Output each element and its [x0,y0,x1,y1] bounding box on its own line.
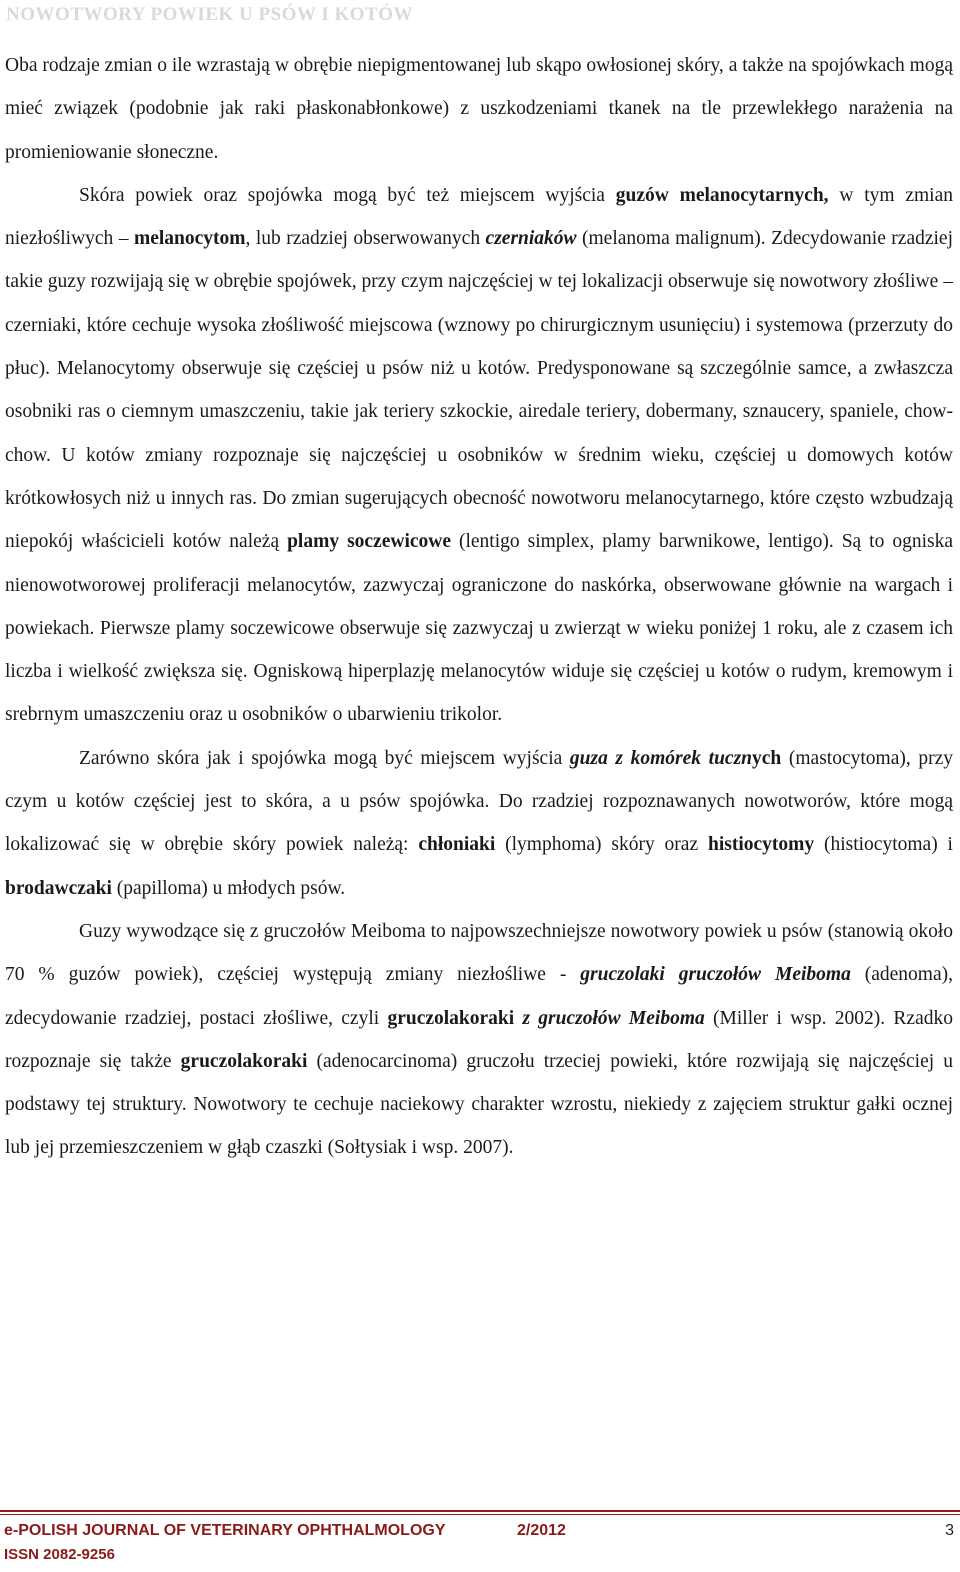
footer-rule-secondary [0,1514,960,1515]
emphasis-text: gruczolakoraki [387,1007,523,1029]
paragraph-text: (mastocytoma), przy czym u kotów częściej jest to skóra, a u psów spojówka. Do rzadziej rozpoznawanych nowotworów, które mogą lokalizować się w obrębie skóry powiek należą: [5,747,953,856]
emphasis-text: histiocytomy [707,834,815,856]
emphasis-text: brodawczaki [5,877,112,899]
paragraph-text: Skóra powiek oraz spojówka mogą być też miejscem wyjścia [79,184,616,206]
paragraph [5,174,953,737]
emphasis-text: z gruczołów Meiboma [522,1007,705,1029]
journal-name: e-POLISH JOURNAL OF VETERINARY OPHTHALMOLOGY [4,1522,446,1539]
paragraph-text: (papilloma) u młodych psów. [111,877,346,899]
paragraph-text: (histiocytoma) i [814,834,953,856]
paragraph-text: (melanoma malignum). Zdecydowanie rzadziej takie guzy rozwijają się w obrębie spojówek, przy czym najczęściej w tej lokalizacji obserwuje się nowotwory złośliwe – czerniaki, które cechuje wysoka złośliwość miejscowa (wznowy po chirurgicznym usunięciu) i systemowa (przerzuty do płuc). Melanocytomy obserwuje się częściej u psów niż u kotów. Predysponowane są szczególnie samce, a zwłaszcza osobniki ras o ciemnym umaszczeniu, takie jak teriery szkockie, airedale teriery, dobermany, sznaucery, spaniele, chow-chow. U kotów zmiany rozpoznaje się najczęściej u osobników w średnim wieku, częściej u domowych kotów krótkowłosych niż u innych ras. Do zmian sugerujących obecność nowotworu melanocytarnego, które często wzbudzają niepokój właścicieli kotów należą [5,228,953,553]
emphasis-text: ych [752,747,782,769]
paragraph-text: (lymphoma) skóry oraz [495,834,708,856]
emphasis-text: chłoniaki [418,834,496,856]
paragraph [5,44,953,174]
emphasis-text: czerniaków [485,228,577,250]
journal-issue: 2/2012 [517,1522,566,1539]
emphasis-text: guza z komórek tuczn [569,747,753,769]
paragraph-text: (Miller i wsp. 2002). Rzadko rozpoznaje się także [5,1007,953,1072]
emphasis-text: gruczolaki gruczołów Meiboma [580,964,851,986]
emphasis-text: gruczolakoraki [180,1050,308,1072]
emphasis-text: melanocytom [133,228,246,250]
paragraph-text: Guzy wywodzące się z gruczołów Meiboma to najpowszechniejsze nowotwory powiek u psów (stanowią około 70 % guzów powiek), częściej występują zmiany niezłośliwe - [5,920,953,986]
paragraph-text: , lub rzadziej obserwowanych [245,228,486,250]
paragraph-text: Zarówno skóra jak i spojówka mogą być miejscem wyjścia [79,747,570,769]
emphasis-text: plamy soczewicowe [287,531,452,553]
journal-issn: ISSN 2082-9256 [4,1546,115,1563]
article-body [5,44,953,1170]
paragraph [5,737,953,910]
paragraph [5,910,953,1170]
page-number: 3 [945,1522,954,1539]
emphasis-text: guzów melanocytarnych, [615,184,829,206]
paragraph-text: w tym zmian niezłośliwych – [5,184,953,250]
paragraph-text: Oba rodzaje zmian o ile wzrastają w obrębie niepigmentowanej lub skąpo owłosionej skóry, a także na spojówkach mogą mieć związek (podobnie jak raki płaskonabłonkowe) z uszkodzeniami tkanek na tle przewlekłego narażenia na promieniowanie słoneczne. [5,55,953,163]
paragraph-text: (adenocarcinoma) gruczołu trzeciej powieki, które rozwijają się najczęściej u podstawy tej struktury. Nowotwory te cechuje naciekowy charakter wzrostu, niekiedy z zajęciem struktur gałki ocznej lub jej przemieszczeniem w głąb czaszki (Sołtysiak i wsp. 2007). [5,1050,954,1159]
footer-rule [0,1510,960,1512]
paragraph-text: (lentigo simplex, plamy barwnikowe, lentigo). Są to ogniska nienowotworowej proliferacji melanocytów, zazwyczaj ograniczone do naskórka, obserwowane głównie na wargach i powiekach. Pierwsze plamy soczewicowe obserwuje się zazwyczaj u zwierząt w wieku poniżej 1 roku, ale z czasem ich liczba i wielkość zwiększa się. Ogniskową hiperplazję melanocytów widuje się częściej u kotów o rudym, kremowym i srebrnym umaszczeniu oraz u osobników o ubarwieniu trikolor. [5,531,953,726]
paragraph-text: (adenoma), zdecydowanie rzadziej, postaci złośliwe, czyli [5,964,953,1029]
running-header: NOWOTWORY POWIEK U PSÓW I KOTÓW [6,4,414,25]
